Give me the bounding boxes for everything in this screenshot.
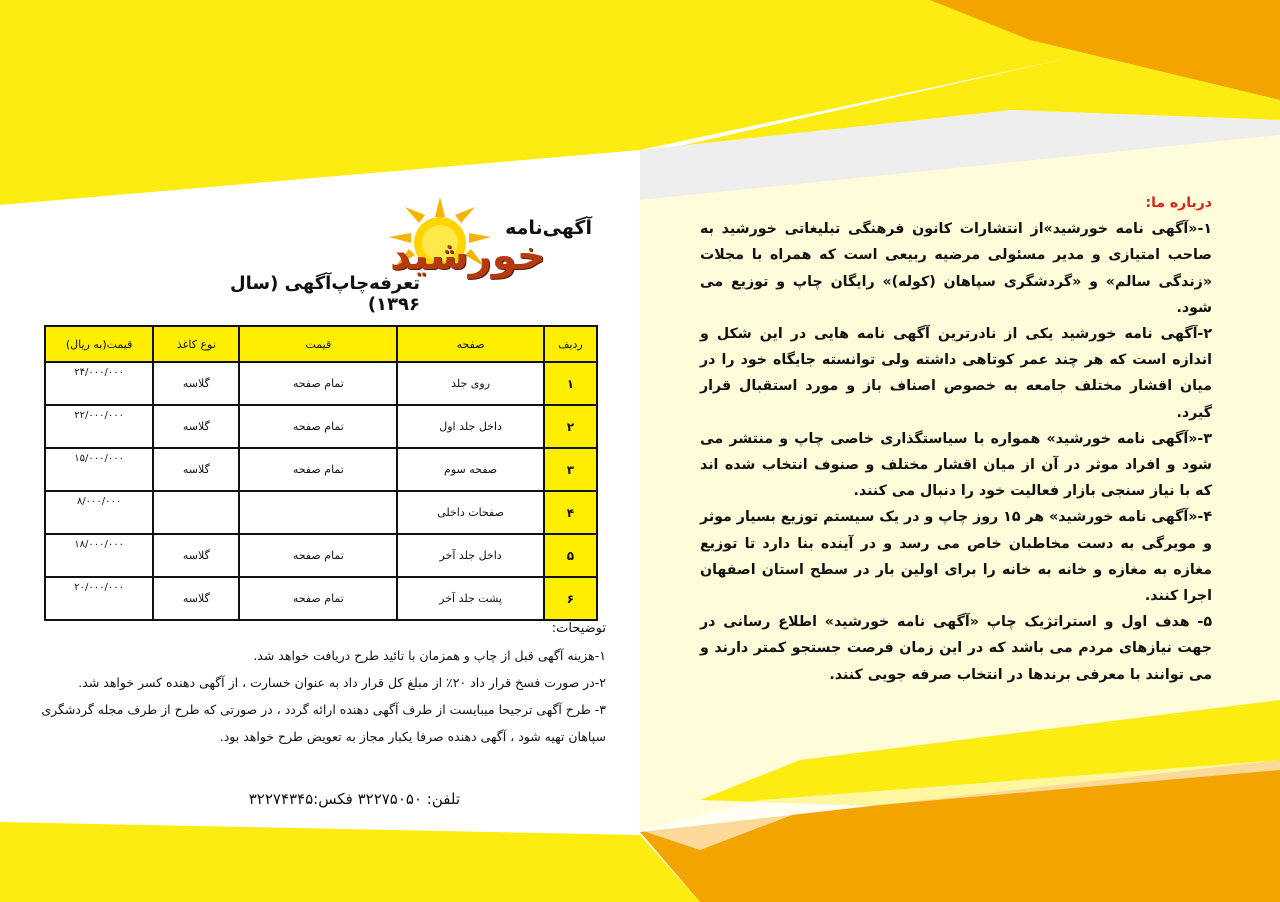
note-item: ۱-هزینه آگهی قبل از چاپ و همزمان با تائید طرح دریافت خواهد شد. (253, 648, 606, 663)
about-paragraph: ۲-آگهی نامه خورشید یکی از نادرترین آگهی نامه هایی در این شکل و اندازه است که هر چند عمر کوتاهی داشته ولی توانسته جایگاه خود را در میان اقشار مختلف جامعه به خصوص اصناف باز و مورد استقبال قرار گیرد. (700, 326, 1212, 421)
brand-small-label: آگهی‌نامه (505, 217, 592, 239)
row-page: داخل جلد آخر (397, 534, 544, 577)
row-price: تمام صفحه (239, 405, 397, 448)
header-row-number: ردیف (544, 326, 597, 362)
contact-info: تلفن: ۳۲۲۷۵۰۵۰ فکس:۳۲۲۷۴۳۴۵ (248, 790, 460, 808)
row-amount: ۲۲/۰۰۰/۰۰۰ (45, 405, 153, 448)
row-paper: گلاسه (153, 362, 239, 405)
note-item: ۲-در صورت فسخ قرار داد ۲۰٪ از مبلغ کل قرار داد به عنوان خسارت ، از آگهی دهنده کسر خواهد شد. (78, 675, 606, 690)
row-amount: ۱۵/۰۰۰/۰۰۰ (45, 448, 153, 491)
row-price: تمام صفحه (239, 534, 397, 577)
row-paper: گلاسه (153, 577, 239, 620)
row-page: صفحات داخلی (397, 491, 544, 534)
header-amount: قیمت(به ریال) (45, 326, 153, 362)
row-page: پشت جلد آخر (397, 577, 544, 620)
tariff-title: تعرفه‌چاپ‌آگهی (سال ۱۳۹۶) (230, 273, 420, 315)
table-row (45, 534, 597, 577)
row-number: ۴ (544, 491, 597, 534)
row-paper: گلاسه (153, 534, 239, 577)
header-price: قیمت (239, 326, 397, 362)
table-row (45, 491, 597, 534)
row-price: تمام صفحه (239, 448, 397, 491)
brand-big-label: خورشید (390, 233, 546, 279)
table-row (45, 362, 597, 405)
header-paper: نوع کاغذ (153, 326, 239, 362)
header-page: صفحه (397, 326, 544, 362)
row-number: ۳ (544, 448, 597, 491)
row-price: تمام صفحه (239, 362, 397, 405)
row-number: ۱ (544, 362, 597, 405)
brand-logo (200, 195, 620, 315)
row-paper (153, 491, 239, 534)
notes-heading: توضیحات: (551, 621, 606, 636)
row-amount: ۱۸/۰۰۰/۰۰۰ (45, 534, 153, 577)
about-paragraph: ۱-«آگهی نامه خورشید»از انتشارات کانون فرهنگی تبلیغاتی خورشید به صاحب امتیازی و مدیر مسئولی مرضیه ربیعی است که همراه با مجلات «زندگی سالم» و «گردشگری سپاهان (کوله)» رایگان چاپ و توزیع می شود. (700, 221, 1212, 316)
about-title: درباره ما: (1145, 195, 1212, 211)
about-section (700, 190, 1212, 688)
row-number: ۲ (544, 405, 597, 448)
row-price (239, 491, 397, 534)
price-table (44, 325, 598, 621)
notes-section (40, 615, 606, 750)
about-paragraph: ۵- هدف اول و استراتژیک چاپ «آگهی نامه خورشید» اطلاع رسانی در جهت نیازهای مردم می باشد که در این زمان فرصت جستجو کمتر دارند و می توانند با معرفی برندها در انتخاب صرفه جویی کنند. (700, 614, 1212, 683)
row-paper: گلاسه (153, 448, 239, 491)
row-paper: گلاسه (153, 405, 239, 448)
table-header-row (45, 326, 597, 362)
note-item: ۳- طرح آگهی ترجیحا میبایست از طرف آگهی دهنده ارائه گردد ، در صورتی که طرح از طرف مجله گردشگری سپاهان تهیه شود ، آگهی دهنده صرفا یکبار مجاز به تعویض طرح خواهد بود. (41, 702, 606, 744)
row-page: روی جلد (397, 362, 544, 405)
row-number: ۶ (544, 577, 597, 620)
row-page: داخل جلد اول (397, 405, 544, 448)
row-amount: ۸/۰۰۰/۰۰۰ (45, 491, 153, 534)
row-amount: ۲۰/۰۰۰/۰۰۰ (45, 577, 153, 620)
table-row (45, 405, 597, 448)
table-row (45, 577, 597, 620)
about-paragraph: ۳-«آگهی نامه خورشید» همواره با سیاستگذاری خاصی چاپ و منتشر می شود و افراد موثر در آن از میان اقشار مختلف و صنوف انتخاب شده اند که با نیاز سنجی بازار فعالیت خود را دنبال می کنند. (700, 430, 1212, 500)
about-paragraph: ۴-«آگهی نامه خورشید» هر ۱۵ روز چاپ و در یک سیستم توزیع بسیار موثر و مویرگی به دست مخاطبان خاص می رسد و در آینده بنا دارد تا توزیع مغازه به مغازه و خانه به خانه را برای اولین بار در سطح استان اصفهان اجرا کنند. (700, 509, 1212, 605)
row-price: تمام صفحه (239, 577, 397, 620)
table-row (45, 448, 597, 491)
row-amount: ۲۴/۰۰۰/۰۰۰ (45, 362, 153, 405)
row-number: ۵ (544, 534, 597, 577)
row-page: صفحه سوم (397, 448, 544, 491)
